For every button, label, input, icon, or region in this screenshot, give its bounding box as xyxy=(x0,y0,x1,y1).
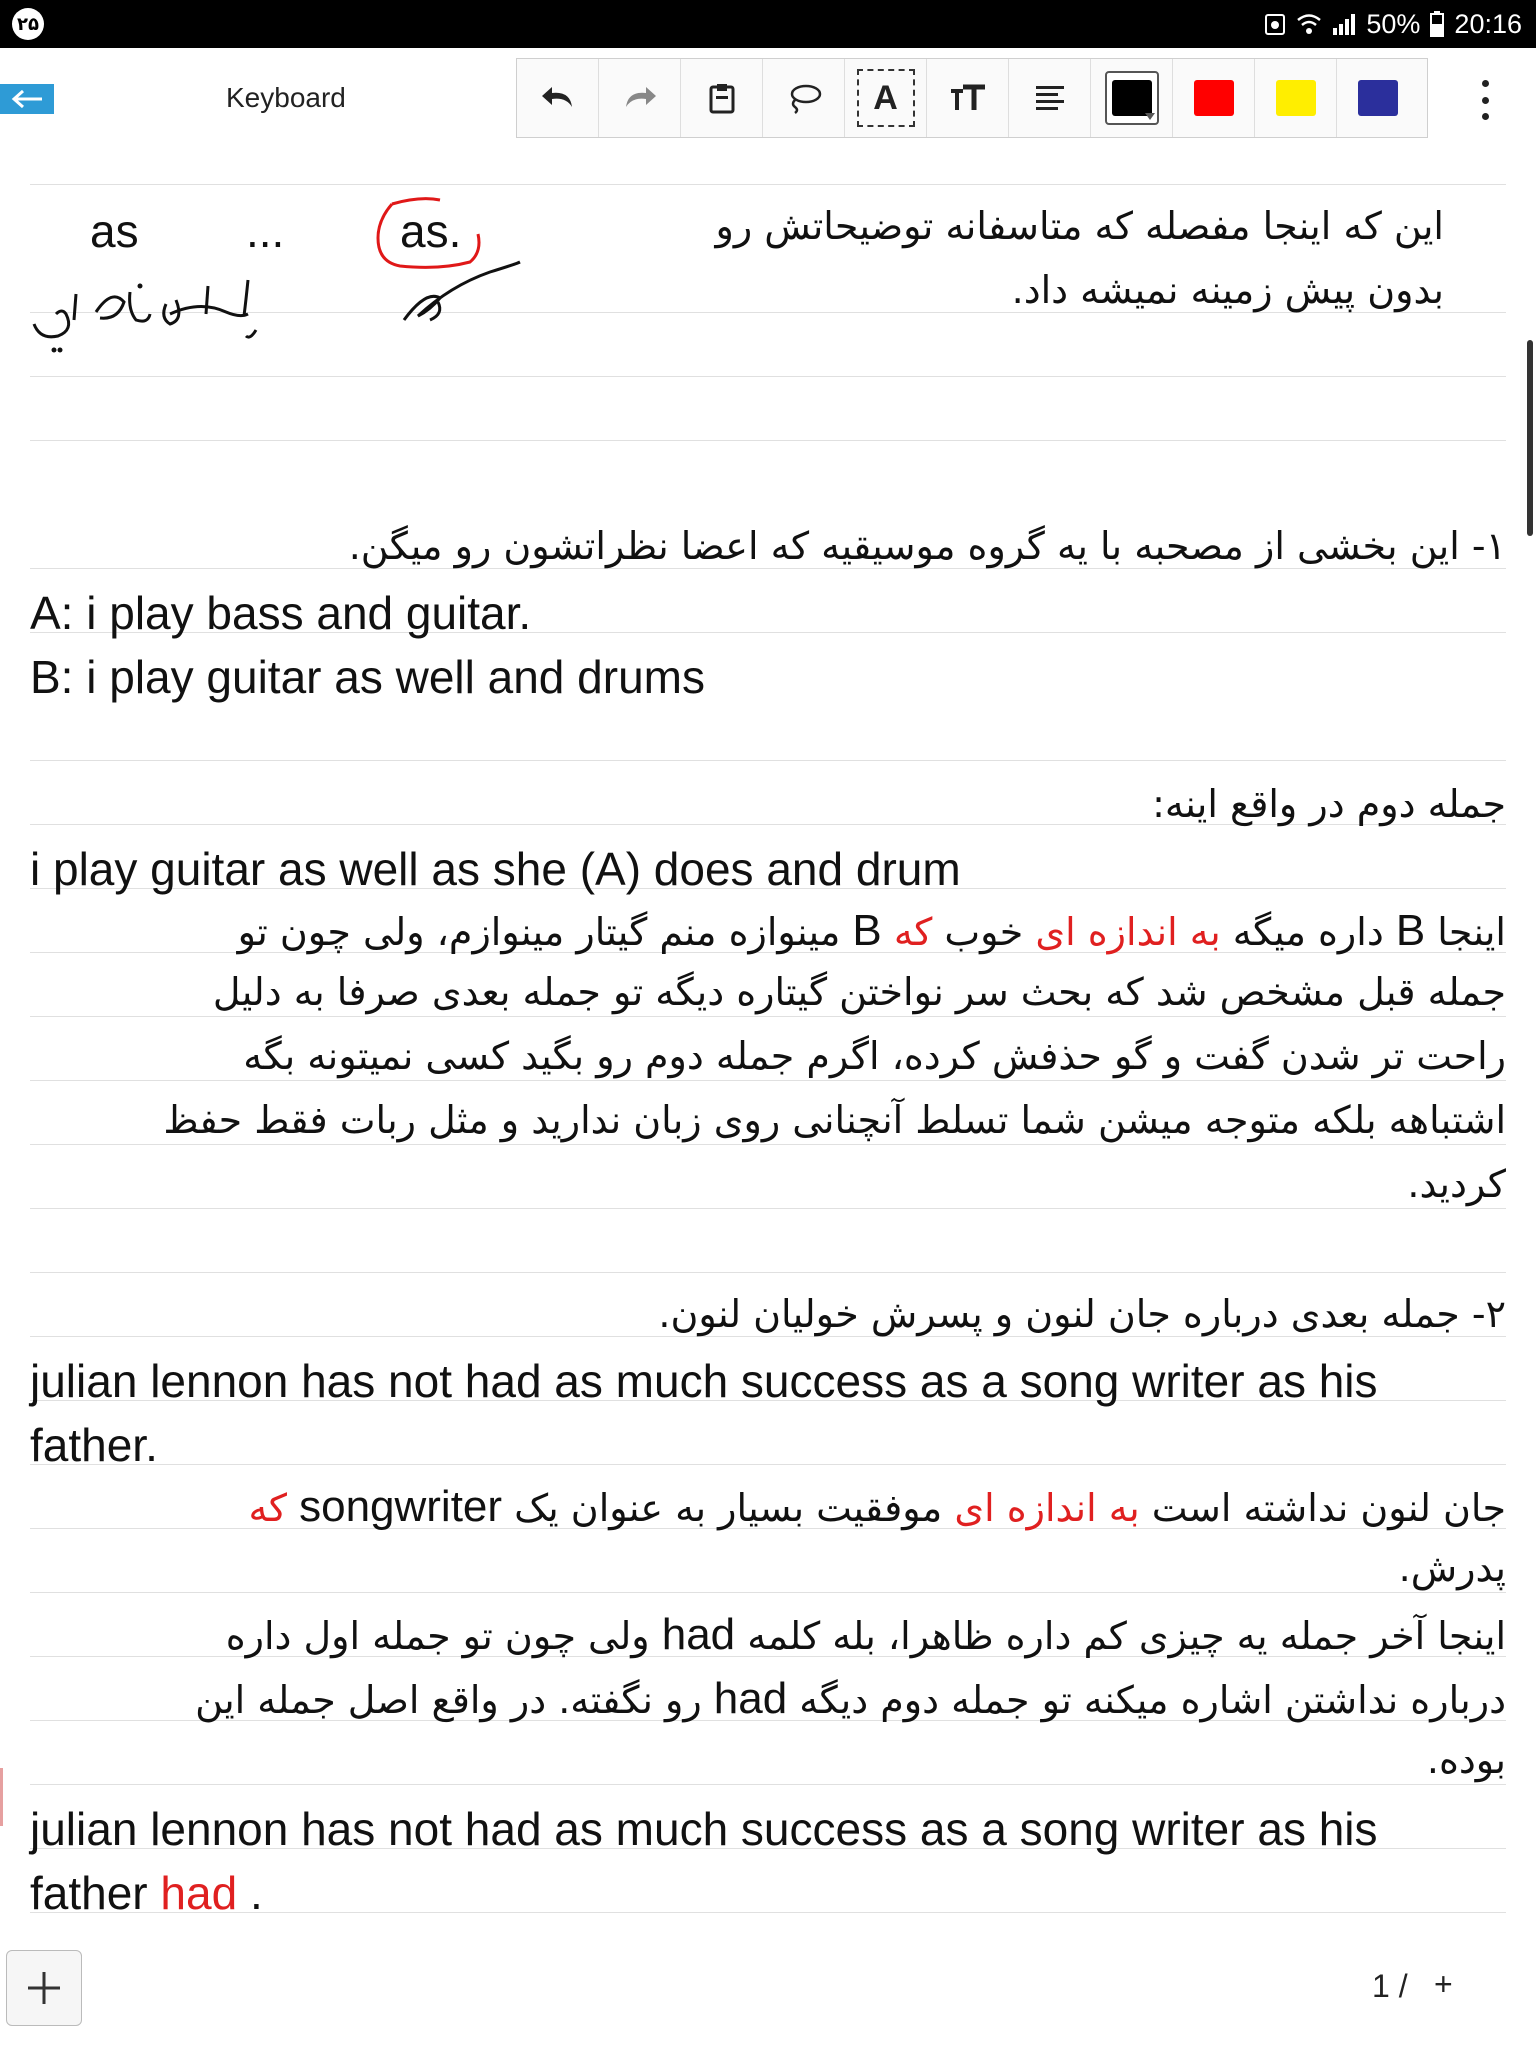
paste-button[interactable] xyxy=(681,59,763,137)
ruled-line xyxy=(30,1080,1506,1081)
add-page-button[interactable] xyxy=(6,1950,82,2026)
page-indicator: 1 / xyxy=(1372,1968,1408,2004)
back-arrow-icon xyxy=(10,88,44,110)
english-line: i play guitar as well as she (A) does and drum xyxy=(30,843,961,895)
note-text-line: اینجا آخر جمله یه چیزی کم داره ظاهرا، بله کلمه had ولی چون تو جمله اول داره xyxy=(225,1610,1506,1659)
margin-marker xyxy=(0,1768,3,1826)
note-text-line: درباره نداشتن اشاره میکنه تو جمله دوم دیگه had رو نگفته. در واقع اصل جمله این xyxy=(195,1674,1506,1723)
ruled-line xyxy=(30,760,1506,761)
blue-swatch xyxy=(1358,80,1398,116)
text-size-button[interactable] xyxy=(927,59,1009,137)
notification-badge: ۲۵ xyxy=(12,8,44,40)
battery-percent: 50% xyxy=(1366,8,1421,39)
lasso-icon xyxy=(785,82,823,114)
note-text-line: اشتباهه بلکه متوجه میشن شما تسلط آنچنانی روی زبان ندارید و مثل ربات فقط حفظ xyxy=(163,1098,1506,1142)
wifi-icon xyxy=(1296,13,1322,35)
note-text-line: پدرش. xyxy=(1398,1546,1506,1590)
ruled-line xyxy=(30,184,1506,185)
align-icon xyxy=(1034,83,1066,113)
ruled-line xyxy=(30,1144,1506,1145)
note-text-line: جمله دوم در واقع اینه: xyxy=(1152,782,1506,826)
handwritten-as-circled: as. xyxy=(400,205,462,257)
red-swatch xyxy=(1194,80,1234,116)
black-swatch xyxy=(1112,80,1152,116)
ruled-line xyxy=(30,1464,1506,1465)
english-line: A: i play bass and guitar. xyxy=(30,587,532,639)
note-text-line: بدون پیش زمینه نمیشه داد. xyxy=(1011,268,1444,312)
handwritten-as: as xyxy=(90,205,139,257)
ruled-line xyxy=(30,1016,1506,1017)
text-box-button[interactable] xyxy=(845,59,927,137)
menu-dot-icon xyxy=(1482,97,1489,104)
text-box-letter: A xyxy=(873,78,898,117)
highlighted-word: که xyxy=(248,1486,287,1530)
ruled-line xyxy=(30,1336,1506,1337)
ruled-line xyxy=(30,1208,1506,1209)
scrollbar[interactable] xyxy=(1527,340,1533,536)
redo-icon xyxy=(620,83,660,113)
note-text-line: راحت تر شدن گفت و گو حذفش کرده، اگرم جمله دوم رو بگید کسی نمیتونه بگه xyxy=(243,1034,1506,1078)
ruled-line xyxy=(30,1272,1506,1273)
add-page-plus-button[interactable]: + xyxy=(1434,1966,1453,2002)
highlighted-word: که xyxy=(893,910,933,954)
text-size-icon xyxy=(949,82,987,114)
section-1-heading: ۱- این بخشی از مصحبه با یه گروه موسیقیه که اعضا نظراتشون رو میگن. xyxy=(348,524,1506,568)
note-text-line: بوده. xyxy=(1426,1738,1506,1782)
english-line: father had . xyxy=(30,1867,263,1919)
battery-icon xyxy=(1430,11,1444,37)
note-text-line: اینجا B داره میگه به اندازه ای خوب که B مینوازه منم گیتار مینوازم، ولی چون تو xyxy=(237,906,1506,955)
menu-dot-icon xyxy=(1482,80,1489,87)
screenshot-icon xyxy=(1264,12,1286,36)
highlighted-phrase: به اندازه ای xyxy=(954,1486,1140,1530)
english-line: B: i play guitar as well and drums xyxy=(30,651,705,703)
undo-button[interactable] xyxy=(517,59,599,137)
signal-icon xyxy=(1332,13,1356,35)
color-red-button[interactable] xyxy=(1173,59,1255,137)
ruled-line xyxy=(30,568,1506,569)
note-text-line: جمله قبل مشخص شد که بحث سر نواختن گیتاره دیگه تو جمله بعدی صرفا به دلیل xyxy=(212,970,1506,1014)
highlighted-word: had xyxy=(160,1867,238,1919)
clock: 20:16 xyxy=(1454,8,1522,39)
selected-color-indicator xyxy=(1105,71,1159,125)
input-mode-label[interactable]: Keyboard xyxy=(226,82,346,113)
ruled-line xyxy=(30,376,1506,377)
more-options-button[interactable] xyxy=(1470,80,1500,120)
back-button[interactable] xyxy=(0,84,54,114)
english-line: father. xyxy=(30,1419,158,1471)
note-text-line: جان لنون نداشته است به اندازه ای موفقیت بسیار به عنوان یک songwriter که xyxy=(248,1482,1506,1531)
undo-icon xyxy=(538,83,578,113)
handwriting-strokes xyxy=(20,190,540,360)
english-line: julian lennon has not had as much success as a song writer as his xyxy=(30,1355,1378,1407)
yellow-swatch xyxy=(1276,80,1316,116)
color-black-button[interactable] xyxy=(1091,59,1173,137)
align-button[interactable] xyxy=(1009,59,1091,137)
note-text-line: این که اینجا مفصله که متاسفانه توضیحاتش رو xyxy=(715,204,1444,248)
status-bar xyxy=(0,0,1536,48)
ruled-line xyxy=(30,440,1506,441)
redo-button[interactable] xyxy=(599,59,681,137)
text-box-icon xyxy=(857,69,915,127)
section-2-heading: ۲- جمله بعدی درباره جان لنون و پسرش خولیان لنون. xyxy=(658,1292,1506,1336)
highlighted-phrase: به اندازه ای xyxy=(1035,910,1221,954)
menu-dot-icon xyxy=(1482,113,1489,120)
ruled-line xyxy=(30,1592,1506,1593)
note-text-line: کردید. xyxy=(1407,1162,1506,1206)
plus-icon xyxy=(24,1968,64,2008)
lasso-button[interactable] xyxy=(763,59,845,137)
english-line: julian lennon has not had as much success as a song writer as his xyxy=(30,1803,1378,1855)
color-yellow-button[interactable] xyxy=(1255,59,1337,137)
handwritten-ellipsis: ... xyxy=(246,205,285,257)
pen-toolbar xyxy=(516,58,1428,138)
dropdown-triangle-icon xyxy=(1145,113,1155,121)
color-blue-button[interactable] xyxy=(1337,59,1419,137)
clipboard-icon xyxy=(708,82,736,114)
ruled-line xyxy=(30,1784,1506,1785)
